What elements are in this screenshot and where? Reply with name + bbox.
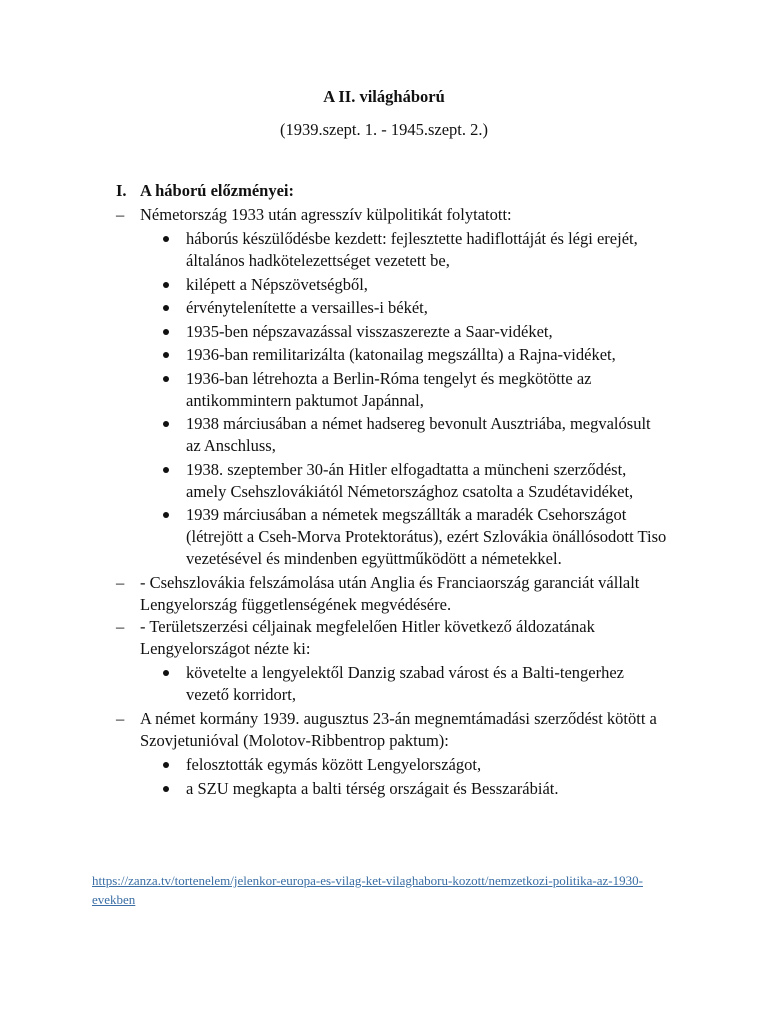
bullet-item xyxy=(0,778,768,800)
dash-list-item xyxy=(0,572,768,616)
dash-marker: – xyxy=(116,205,125,224)
bullet-dot-icon xyxy=(163,305,169,311)
dash-item-label: A német kormány 1939. augusztus 23-án megnemtámadási szerződést kötött a Szovjetunióval (Molotov-Ribbentrop paktum): xyxy=(140,709,657,750)
bullet-item-label: háborús készülődésbe kezdett: fejlesztette hadiflottáját és légi erejét, általános hadkötelezettséget vezetett be, xyxy=(186,229,638,270)
bullet-item-label: 1935-ben népszavazással visszaszerezte a Saar-vidéket, xyxy=(186,321,553,341)
bullet-dot-icon xyxy=(163,467,169,473)
source-link[interactable]: https://zanza.tv/tortenelem/jelenkor-europa-es-vilag-ket-vilaghaboru-kozott/nemzetkozi-politika-az-1930-evekben xyxy=(92,873,643,907)
dash-item-text xyxy=(0,708,768,752)
page-title: A II. világháború xyxy=(323,87,445,106)
dash-marker: – xyxy=(116,709,125,728)
bullet-dot-icon xyxy=(163,376,169,382)
dash-item-text xyxy=(0,204,768,226)
dash-list-item xyxy=(0,708,768,800)
bullet-item xyxy=(0,297,768,319)
bullet-dot-icon xyxy=(163,762,169,768)
document-body xyxy=(0,180,768,802)
bullet-item xyxy=(0,754,768,776)
bullet-dot-icon xyxy=(163,352,169,358)
bullet-item xyxy=(0,274,768,296)
bullet-list xyxy=(0,754,768,800)
bullet-item-label: 1936-ban létrehozta a Berlin-Róma tengelyt és megkötötte az antikommintern paktumot Japánnal, xyxy=(186,368,592,410)
bullet-item xyxy=(0,504,768,570)
bullet-dot-icon xyxy=(163,329,169,335)
dash-item-text xyxy=(0,572,768,616)
page-subtitle: (1939.szept. 1. - 1945.szept. 2.) xyxy=(279,120,489,139)
bullet-item-label: 1938. szeptember 30-án Hitler elfogadtatta a müncheni szerződést, amely Csehszlovákiától Németországhoz csatolta a Szudétavidéket, xyxy=(186,459,634,501)
bullet-item-label: 1938 márciusában a német hadsereg bevonult Ausztriába, megvalósult az Anschluss, xyxy=(186,414,651,455)
bullet-item xyxy=(0,413,768,457)
bullet-item-label: kilépett a Népszövetségből, xyxy=(186,274,368,294)
dash-list-item xyxy=(0,616,768,706)
bullet-item-label: érvénytelenítette a versailles-i békét, xyxy=(186,298,428,317)
bullet-list xyxy=(0,662,768,706)
bullet-dot-icon xyxy=(163,670,169,676)
bullet-item-label: 1936-ban remilitarizálta (katonailag megszállta) a Rajna-vidéket, xyxy=(186,345,616,364)
dash-item-label: - Csehszlovákia felszámolása után Anglia és Franciaország garanciát vállalt Lengyelország függetlenségének megvédésére. xyxy=(140,573,640,614)
bullet-item xyxy=(0,368,768,412)
dash-marker: – xyxy=(116,573,125,592)
bullet-dot-icon xyxy=(163,282,169,288)
bullet-item-label: felosztották egymás között Lengyelországot, xyxy=(186,755,482,774)
dash-list xyxy=(0,204,768,800)
bullet-item xyxy=(0,662,768,706)
bullet-item xyxy=(0,321,768,343)
dash-list-item xyxy=(0,204,768,570)
section-number: I. xyxy=(116,181,127,200)
bullet-item-label: a SZU megkapta a balti térség országait és Besszarábiát. xyxy=(186,778,559,798)
bullet-dot-icon xyxy=(163,236,169,242)
bullet-item xyxy=(0,228,768,272)
dash-item-text xyxy=(0,616,768,660)
bullet-item xyxy=(0,459,768,503)
dash-item-label: - Területszerzési céljainak megfelelően Hitler következő áldozatának Lengyelországot nézte ki: xyxy=(140,617,595,658)
dash-marker: – xyxy=(116,617,125,636)
section-heading xyxy=(116,180,768,202)
section-heading-text: A háború előzményei: xyxy=(140,181,294,200)
bullet-item-label: 1939 márciusában a németek megszállták a maradék Csehországot (létrejött a Cseh-Morva Protektorátus), ezért Szlovákia önállósodott Tiso vezetésével és mindenben együttműködött a németekkel. xyxy=(186,505,667,568)
bullet-list xyxy=(0,228,768,570)
bullet-item xyxy=(0,344,768,366)
bullet-dot-icon xyxy=(163,421,169,427)
dash-item-label: Németország 1933 után agresszív külpolitikát folytatott: xyxy=(140,205,512,224)
bullet-dot-icon xyxy=(163,512,169,518)
bullet-dot-icon xyxy=(163,786,169,792)
bullet-item-label: követelte a lengyelektől Danzig szabad várost és a Balti-tengerhez vezető korridort, xyxy=(186,663,624,704)
